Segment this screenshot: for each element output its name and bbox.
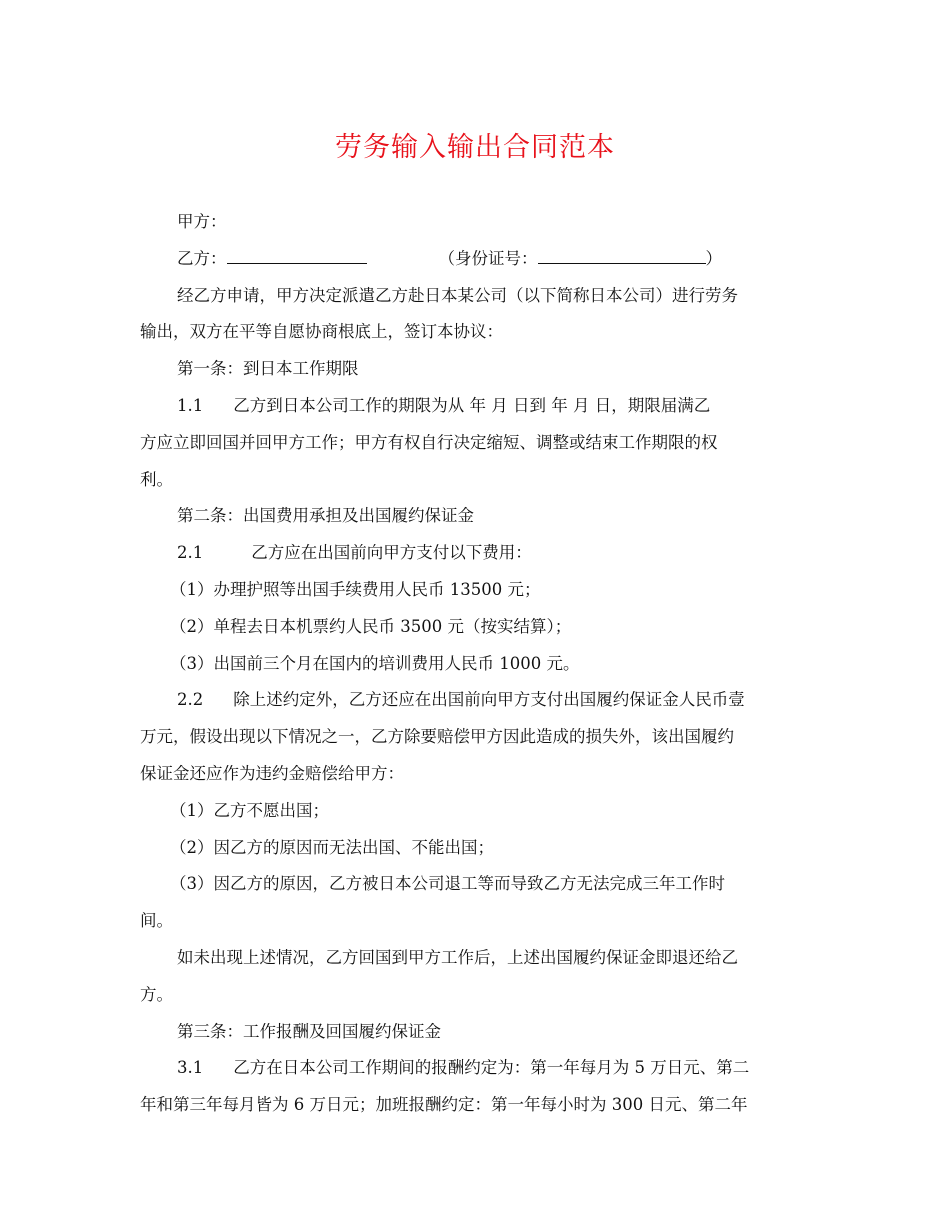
article-2-heading: 第二条：出国费用承担及出国履约保证金 (177, 506, 474, 526)
clause-text: 乙方应在出国前向甲方支付以下费用： (251, 543, 532, 563)
clause-text: 除上述约定外，乙方还应在出国前向甲方支付出国履约保证金人民币壹 (233, 690, 745, 710)
party-b-id-close: ） (705, 248, 722, 268)
party-b-id-blank (538, 249, 706, 264)
refund-paragraph-line-1: 如未出现上述情况，乙方回国到甲方工作后，上述出国履约保证金即退还给乙 (177, 947, 738, 967)
clause-number: 1.1 (177, 395, 204, 415)
clause-2-2-item-3-line-2: 间。 (140, 911, 173, 931)
article-1-heading: 第一条：到日本工作期限 (177, 359, 359, 379)
document-body (140, 204, 816, 1124)
clause-1-1-line-2: 方应立即回国并回甲方工作；甲方有权自行决定缩短、调整或结束工作期限的权 (140, 432, 718, 452)
document-title: 劳务输入输出合同范本 (335, 132, 615, 163)
party-b-line (140, 241, 816, 278)
clause-2-2-item-3-line-1: （3）因乙方的原因，乙方被日本公司退工等而导致乙方无法完成三年工作时 (170, 874, 725, 894)
clause-2-2-line-1 (140, 682, 816, 719)
clause-number: 2.2 (177, 690, 204, 710)
clause-2-2-line-2: 万元，假设出现以下情况之一，乙方除要赔偿甲方因此造成的损失外，该出国履约 (140, 727, 734, 747)
clause-2-1-item-2: （2）单程去日本机票约人民币 3500 元（按实结算）； (170, 616, 572, 636)
clause-2-2-line-3: 保证金还应作为违约金赔偿给甲方： (140, 763, 404, 783)
clause-text: 乙方到日本公司工作的期限为从 年 月 日到 年 月 日，期限届满乙 (233, 395, 711, 415)
party-b-id-label: （身份证号： (438, 248, 538, 268)
clause-2-2-item-2: （2）因乙方的原因而无法出国、不能出国； (170, 837, 494, 857)
clause-number: 3.1 (177, 1058, 204, 1078)
clause-number: 2.1 (177, 543, 204, 563)
party-b-name-blank (227, 249, 367, 264)
intro-paragraph-line-2: 输出，双方在平等自愿协商根底上，签订本协议： (140, 322, 503, 342)
clause-3-1-line-1 (140, 1050, 816, 1087)
clause-1-1-line-3: 利。 (140, 469, 173, 489)
party-a-line: 甲方： (177, 212, 227, 231)
party-b-label: 乙方： (177, 248, 227, 268)
clause-2-1 (140, 535, 816, 572)
clause-text: 乙方在日本公司工作期间的报酬约定为：第一年每月为 5 万日元、第二 (233, 1058, 750, 1078)
clause-3-1-line-2: 年和第三年每月皆为 6 万日元；加班报酬约定：第一年每小时为 300 日元、第二年 (140, 1095, 748, 1115)
refund-paragraph-line-2: 方。 (140, 984, 173, 1004)
clause-2-1-item-3: （3）出国前三个月在国内的培训费用人民币 1000 元。 (170, 653, 580, 673)
clause-1-1-line-1 (140, 388, 816, 425)
intro-paragraph-line-1: 经乙方申请，甲方决定派遣乙方赴日本某公司（以下简称日本公司）进行劳务 (177, 285, 738, 305)
article-3-heading: 第三条：工作报酬及回国履约保证金 (177, 1021, 441, 1041)
clause-2-1-item-1: （1）办理护照等出国手续费用人民币 13500 元； (170, 579, 541, 599)
clause-2-2-item-1: （1）乙方不愿出国； (170, 800, 329, 820)
